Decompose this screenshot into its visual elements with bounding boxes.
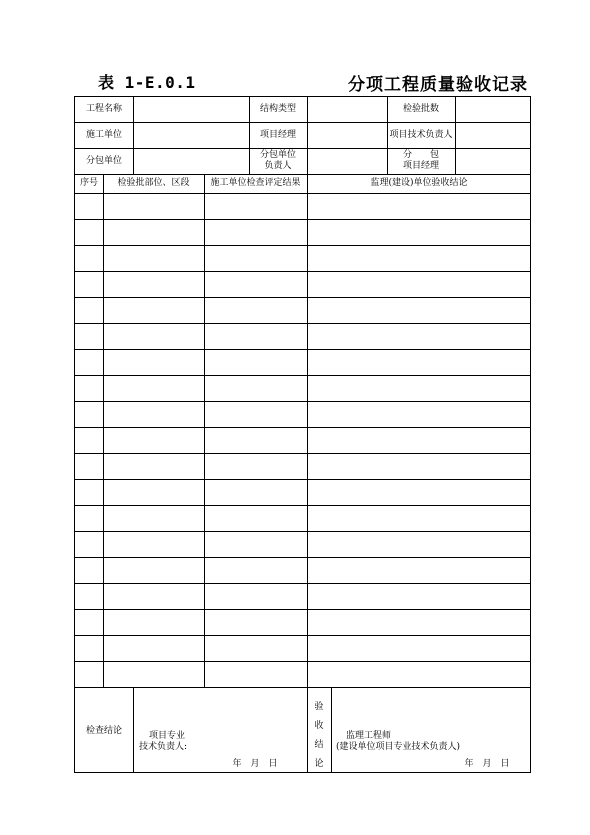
- date-right: 年 月 日: [464, 758, 510, 769]
- supervisor-sign: [336, 731, 526, 755]
- form-title: 分项工程质量验收记录: [348, 75, 528, 95]
- project-tech-lead-label: 项目技术负责人: [389, 129, 453, 140]
- tech-lead-line2: 技术负责人:: [139, 741, 188, 752]
- divider-h: [75, 479, 530, 480]
- accept-char-4: 论: [314, 759, 324, 769]
- subcontractor-lead-label: [249, 148, 307, 174]
- col-contractor-result-header: 施工单位检查评定结果: [210, 178, 301, 189]
- divider-v: [455, 97, 456, 174]
- col-seq-header: 序号: [79, 178, 98, 189]
- acceptance-conclusion-label: [312, 698, 326, 774]
- divider-h: [75, 427, 530, 428]
- divider-v: [307, 97, 308, 174]
- inspection-batch-count-label: 检验批数: [402, 104, 439, 115]
- date-left: 年 月 日: [232, 758, 278, 769]
- divider-h: [75, 148, 530, 149]
- contractor-label: 施工单位: [85, 129, 122, 140]
- accept-char-2: 收: [314, 721, 324, 731]
- divider-h: [75, 557, 530, 558]
- divider-h: [75, 219, 530, 220]
- check-conclusion-label: 检查结论: [85, 725, 122, 736]
- acceptance-record-table: [74, 96, 531, 773]
- divider-v: [387, 97, 388, 174]
- accept-char-3: 结: [314, 740, 324, 750]
- divider-h: [75, 661, 530, 662]
- subcontract-pm-label-line2: 项目经理: [402, 161, 439, 171]
- divider-h: [75, 193, 530, 194]
- subcontract-pm-label: [387, 148, 455, 174]
- divider-h: [75, 349, 530, 350]
- divider-v: [307, 687, 308, 772]
- structure-type-label: 结构类型: [259, 104, 296, 115]
- divider-h: [75, 531, 530, 532]
- divider-h: [75, 122, 530, 123]
- divider-v: [249, 97, 250, 174]
- project-name-label: 工程名称: [85, 104, 122, 115]
- col-supervisor-result-header: 监理(建设)单位验收结论: [370, 178, 468, 189]
- divider-h: [75, 401, 530, 402]
- tech-lead-sign: [139, 731, 249, 755]
- divider-v: [331, 687, 332, 772]
- subcontractor-lead-label-line1: 分包单位: [259, 150, 296, 161]
- col-part-header: 检验批部位、区段: [117, 178, 190, 189]
- divider-h: [75, 453, 530, 454]
- tech-lead-line1: 项目专业: [149, 731, 186, 741]
- divider-h: [75, 375, 530, 376]
- subcontract-pm-label-line1: 分 包: [402, 150, 439, 161]
- divider-v: [133, 687, 134, 772]
- divider-h: [75, 635, 530, 636]
- divider-v: [133, 97, 134, 174]
- divider-v: [307, 174, 308, 687]
- divider-h: [75, 687, 530, 688]
- divider-h: [75, 609, 530, 610]
- project-manager-label: 项目经理: [259, 129, 296, 140]
- divider-h: [75, 245, 530, 246]
- subcontractor-lead-label-line2: 负责人: [264, 161, 292, 171]
- subcontractor-label: 分包单位: [85, 155, 122, 166]
- divider-v: [103, 174, 104, 687]
- supervisor-title: 监理工程师: [346, 731, 392, 741]
- divider-h: [75, 505, 530, 506]
- form-code: 表 1-E.0.1: [98, 73, 196, 92]
- supervisor-note: (建设单位项目专业技术负责人): [336, 741, 461, 752]
- divider-h: [75, 297, 530, 298]
- accept-char-1: 验: [314, 702, 324, 712]
- divider-v: [204, 174, 205, 687]
- divider-h: [75, 271, 530, 272]
- divider-h: [75, 323, 530, 324]
- divider-h: [75, 583, 530, 584]
- divider-h: [75, 174, 530, 175]
